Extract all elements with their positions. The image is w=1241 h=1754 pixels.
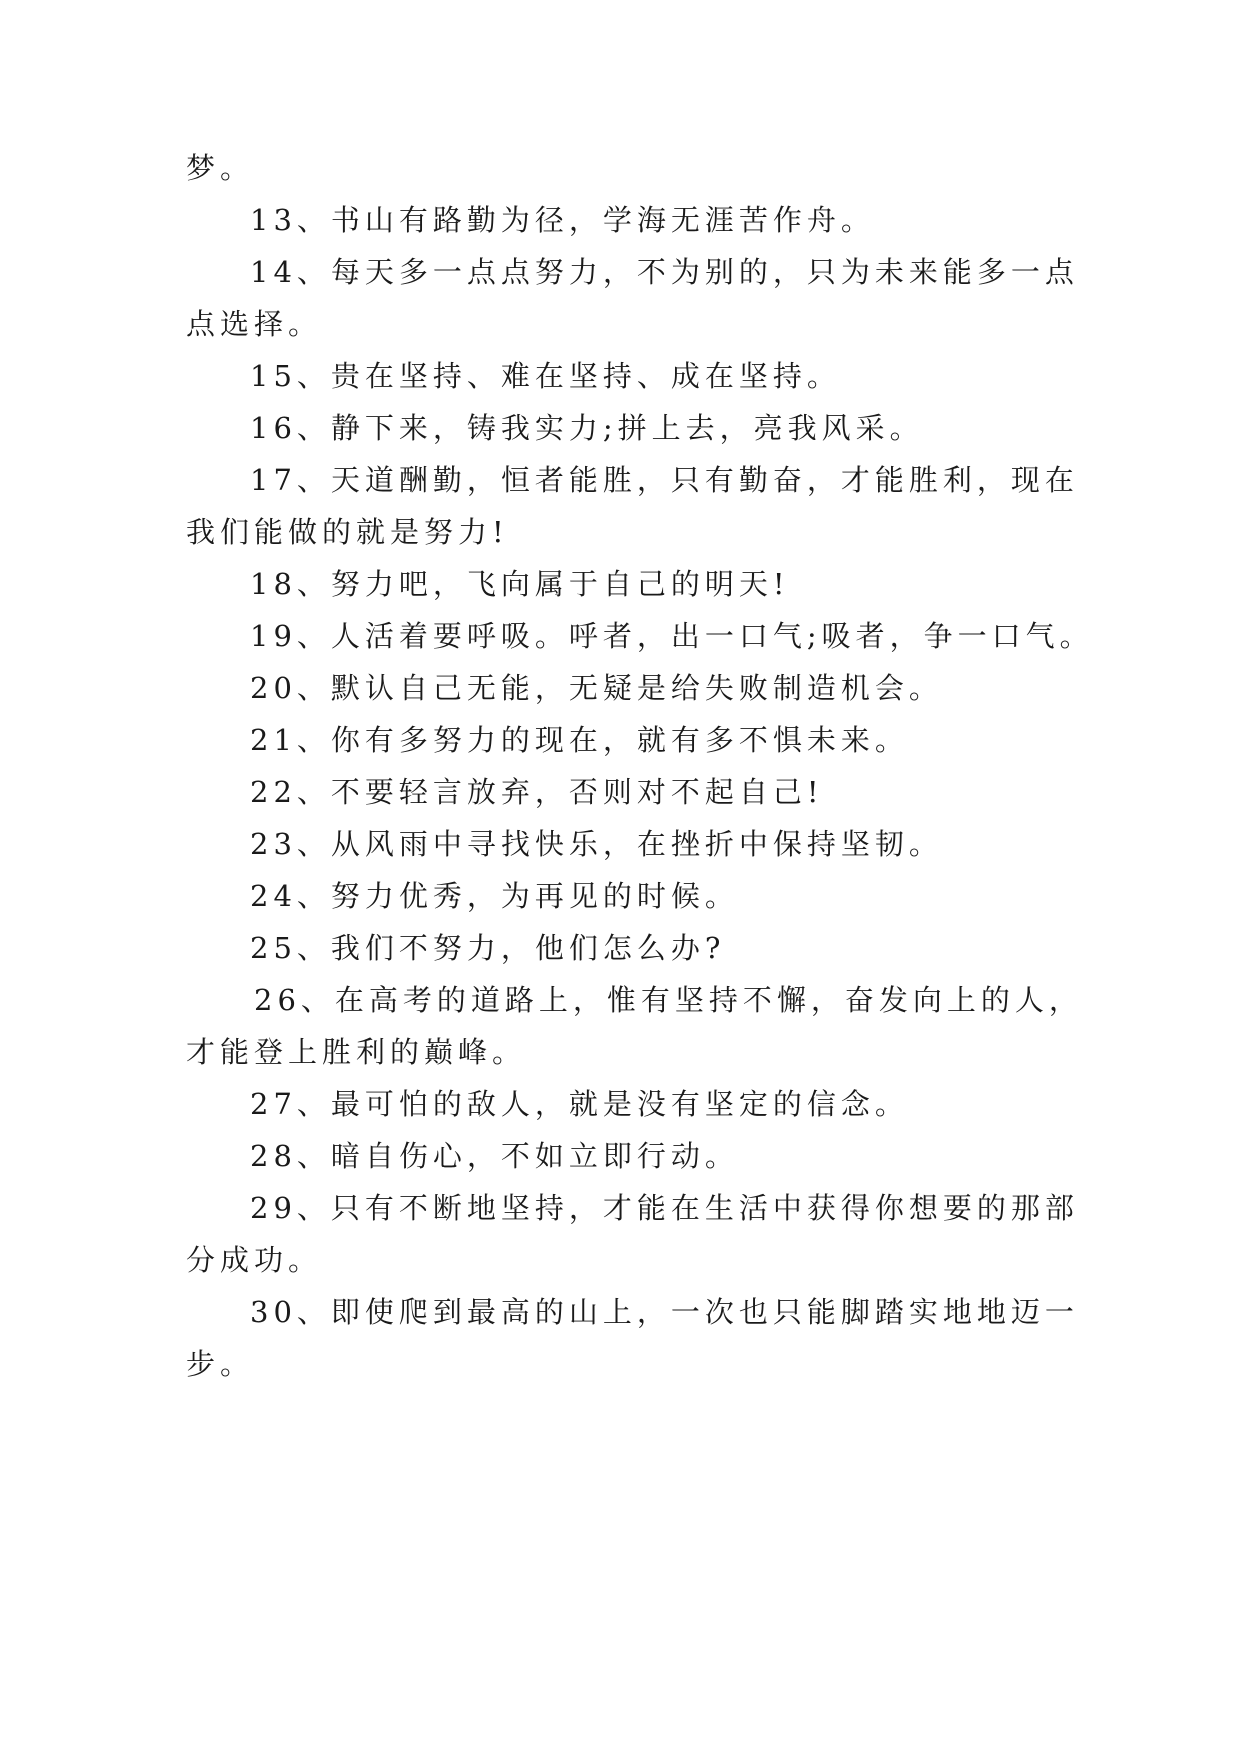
text-line: 15、贵在坚持、难在坚持、成在坚持。: [250, 359, 841, 393]
text-line: 分成功。: [186, 1243, 323, 1277]
text-line: 17、天道酬勤，恒者能胜，只有勤奋，才能胜利，现在: [250, 463, 1079, 497]
text-line: 21、你有多努力的现在，就有多不惧未来。: [250, 723, 909, 757]
text-line: 14、每天多一点点努力，不为别的，只为未来能多一点: [250, 255, 1079, 289]
text-line: 29、只有不断地坚持，才能在生活中获得你想要的那部: [250, 1191, 1079, 1225]
text-line: 才能登上胜利的巅峰。: [186, 1035, 527, 1069]
text-line: 26、在高考的道路上，惟有坚持不懈，奋发向上的人，: [254, 983, 1083, 1017]
text-line: 梦。: [186, 151, 255, 185]
text-line: 24、努力优秀，为再见的时候。: [250, 879, 739, 913]
text-line: 我们能做的就是努力!: [186, 515, 509, 549]
text-line: 28、暗自伤心，不如立即行动。: [250, 1139, 739, 1173]
text-line: 27、最可怕的敌人，就是没有坚定的信念。: [250, 1087, 909, 1121]
text-line: 20、默认自己无能，无疑是给失败制造机会。: [250, 671, 943, 705]
text-line: 23、从风雨中寻找快乐，在挫折中保持坚韧。: [250, 827, 943, 861]
text-line: 13、书山有路勤为径，学海无涯苦作舟。: [250, 203, 875, 237]
text-line: 19、人活着要呼吸。呼者，出一口气;吸者，争一口气。: [250, 619, 1094, 653]
text-line: 点选择。: [186, 307, 323, 341]
text-line: 25、我们不努力，他们怎么办?: [250, 931, 726, 965]
text-line: 18、努力吧，飞向属于自己的明天!: [250, 567, 790, 601]
text-line: 步。: [186, 1347, 255, 1381]
text-line: 16、静下来，铸我实力;拼上去，亮我风采。: [250, 411, 924, 445]
text-line: 30、即使爬到最高的山上，一次也只能脚踏实地地迈一: [250, 1295, 1079, 1329]
text-line: 22、不要轻言放弃，否则对不起自己!: [250, 775, 824, 809]
